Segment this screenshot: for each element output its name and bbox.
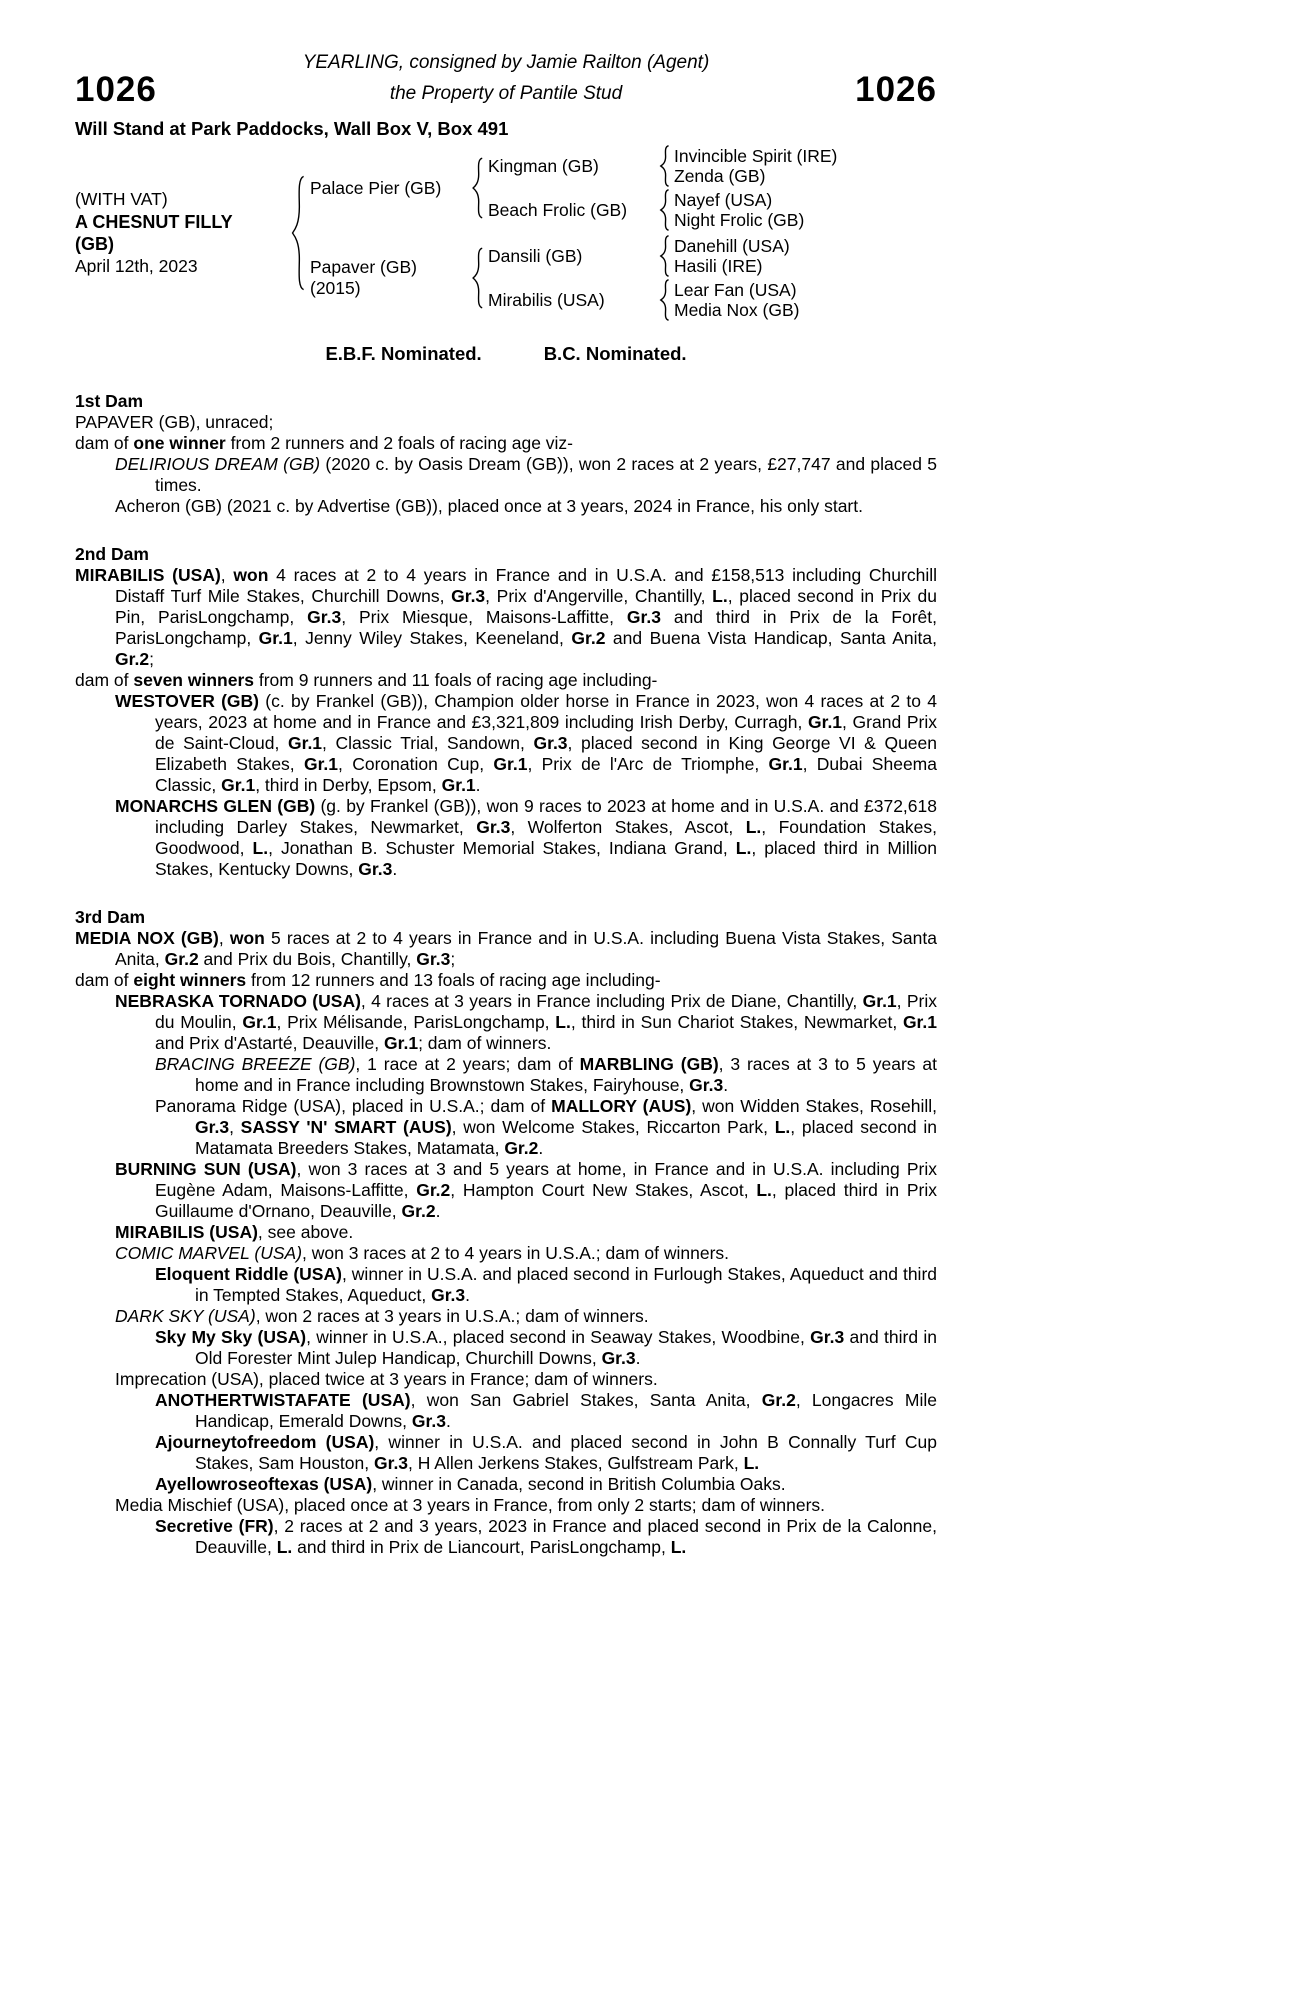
text-segment: , Hampton Court New Stakes, Ascot, <box>450 1180 757 1200</box>
brace-icon <box>656 235 674 277</box>
text-segment: 5 races at 2 to 4 years in France and in U.S.A. including Buena Vista Stakes, Santa Anita, <box>115 928 937 969</box>
catalogue-paragraph <box>155 1474 937 1495</box>
stand-line: Will Stand at Park Paddocks, Wall Box V, Box 491 <box>75 118 509 139</box>
dam-name <box>310 257 468 299</box>
text-segment: . <box>538 1138 544 1158</box>
catalogue-paragraph <box>75 433 937 454</box>
text-segment: ANOTHERTWISTAFATE (USA) <box>155 1390 411 1410</box>
sire-name: Palace Pier (GB) <box>310 177 442 198</box>
great-grandparent-name: Danehill (USA) <box>674 236 790 256</box>
text-segment: NEBRASKA TORNADO (USA) <box>115 991 361 1011</box>
text-segment: from 12 runners and 13 foals of racing age including- <box>246 970 661 990</box>
bc-nominated: B.C. Nominated. <box>543 343 687 364</box>
grandparent-name: Beach Frolic (GB) <box>488 199 628 220</box>
text-segment: COMIC MARVEL (USA) <box>115 1243 303 1263</box>
text-segment: Gr.1 <box>862 991 897 1011</box>
text-segment: Gr.3 <box>195 1117 230 1137</box>
brace-icon <box>468 157 488 219</box>
text-segment: ; dam of winners. <box>418 1033 552 1053</box>
text-segment: MIRABILIS (USA) <box>115 1222 258 1242</box>
text-segment: and Prix du Bois, Chantilly, <box>198 949 417 969</box>
text-segment: Gr.2 <box>571 628 606 648</box>
text-segment: 4 races at 2 to 4 years in France and in U.S.A. and £158,513 including Churchill Distaff Turf Mile Stakes, Churchill Downs, <box>115 565 937 606</box>
text-segment: Gr.3 <box>626 607 661 627</box>
text-segment: , Prix Miesque, Maisons-Laffitte, <box>341 607 627 627</box>
text-segment: Gr.3 <box>411 1411 446 1431</box>
text-segment: Gr.2 <box>115 649 150 669</box>
catalogue-paragraph <box>115 496 937 517</box>
catalogue-paragraph <box>115 454 937 496</box>
text-segment: , Foundation Stakes, Goodwood, <box>155 817 937 858</box>
text-segment: won <box>233 565 269 585</box>
text-segment: and third in Prix de la Forêt, ParisLongchamp, <box>115 607 937 648</box>
catalogue-paragraph <box>75 670 937 691</box>
lot-number-left: 1026 <box>75 70 157 109</box>
text-segment: Gr.2 <box>416 1180 451 1200</box>
text-segment: Gr.1 <box>242 1012 277 1032</box>
brace-icon <box>656 189 674 231</box>
great-grandparent-name: Media Nox (GB) <box>674 300 800 320</box>
text-segment: , H Allen Jerkens Stakes, Gulfstream Park, <box>408 1453 744 1473</box>
text-segment: one winner <box>133 433 226 453</box>
text-segment: , Classic Trial, Sandown, <box>322 733 534 753</box>
text-segment: seven winners <box>133 670 254 690</box>
text-segment: Gr.1 <box>303 754 339 774</box>
text-segment: Gr.2 <box>401 1201 436 1221</box>
grandparent-name: Dansili (GB) <box>488 245 583 266</box>
text-segment: Acheron (GB) (2021 c. by Advertise (GB)), placed once at 3 years, 2024 in France, his only start. <box>115 496 863 516</box>
text-segment: , winner in Canada, second in British Columbia Oaks. <box>372 1474 786 1494</box>
text-segment: , winner in U.S.A., placed second in Seaway Stakes, Woodbine, <box>306 1327 811 1347</box>
grandsire-block <box>488 145 882 187</box>
text-segment: Gr.1 <box>807 712 843 732</box>
text-segment: Ajourneytofreedom (USA) <box>155 1432 375 1452</box>
text-segment: , placed second in King George VI & Queen Elizabeth Stakes, <box>155 733 937 774</box>
text-segment: , won San Gabriel Stakes, Santa Anita, <box>410 1390 762 1410</box>
text-segment: BRACING BREEZE (GB) <box>155 1054 356 1074</box>
text-segment: , Prix de l'Arc de Triomphe, <box>527 754 769 774</box>
text-segment: from 9 runners and 11 foals of racing age including- <box>254 670 658 690</box>
text-segment: , <box>220 565 234 585</box>
text-segment: MIRABILIS (USA) <box>75 565 221 585</box>
text-segment: dam of <box>75 970 134 990</box>
catalogue-paragraph <box>115 991 937 1054</box>
text-segment: Gr.1 <box>221 775 256 795</box>
grandsire-block <box>488 235 882 277</box>
text-segment: Gr.3 <box>601 1348 636 1368</box>
text-segment: Imprecation (USA), placed twice at 3 years in France; dam of winners. <box>115 1369 658 1389</box>
text-segment: , <box>218 928 230 948</box>
text-segment: DARK SKY (USA) <box>115 1306 256 1326</box>
brace-icon <box>656 145 674 187</box>
text-segment: MEDIA NOX (GB) <box>75 928 219 948</box>
great-grandparent-name: Night Frolic (GB) <box>674 210 805 230</box>
text-segment: , placed second in Matamata Breeders Stakes, Matamata, <box>195 1117 937 1158</box>
text-segment: ; <box>450 949 456 969</box>
text-segment: eight winners <box>133 970 247 990</box>
ebf-nominated: E.B.F. Nominated. <box>325 343 482 364</box>
text-segment: , Jenny Wiley Stakes, Keeneland, <box>292 628 572 648</box>
text-segment: , winner in U.S.A. and placed second in Furlough Stakes, Aqueduct and third in Tempted Stakes, Aqueduct, <box>195 1264 938 1305</box>
catalogue-paragraph <box>155 1516 937 1558</box>
text-segment: , third in Sun Chariot Stakes, Newmarket, <box>570 1012 903 1032</box>
pedigree-tree <box>75 145 937 321</box>
text-segment: (g. by Frankel (GB)), won 9 races to 2023 at home and in U.S.A. and £372,618 including Darley Stakes, Newmarket, <box>155 796 937 837</box>
text-segment: and third in Prix de Liancourt, ParisLongchamp, <box>292 1537 671 1557</box>
text-segment: Ayellowroseoftexas (USA) <box>155 1474 373 1494</box>
text-segment: , <box>229 1117 241 1137</box>
text-segment: and Buena Vista Handicap, Santa Anita, <box>605 628 937 648</box>
text-segment: from 2 runners and 2 foals of racing age viz- <box>225 433 574 453</box>
catalogue-paragraph <box>75 412 937 433</box>
great-grandparent-name: Hasili (IRE) <box>674 256 763 276</box>
foaling-date: April 12th, 2023 <box>75 256 198 276</box>
section-heading: 3rd Dam <box>75 907 146 927</box>
brace-icon <box>656 279 674 321</box>
text-segment: Gr.3 <box>373 1453 409 1473</box>
great-grandparent-name: Lear Fan (USA) <box>674 280 797 300</box>
text-segment: , Coronation Cup, <box>338 754 494 774</box>
catalogue-paragraph <box>155 1054 937 1096</box>
text-segment: . <box>445 1411 451 1431</box>
catalogue-paragraph <box>155 1432 937 1474</box>
text-segment: Gr.2 <box>504 1138 539 1158</box>
catalogue-paragraph <box>75 928 937 970</box>
text-segment: BURNING SUN (USA) <box>115 1159 297 1179</box>
text-segment: L. <box>743 1453 760 1473</box>
catalogue-paragraph <box>115 1222 937 1243</box>
sire-block <box>310 145 937 231</box>
catalogue-paragraph <box>155 1096 937 1159</box>
catalogue-paragraph <box>115 1306 937 1327</box>
text-segment: Gr.1 <box>287 733 323 753</box>
catalogue-paragraph <box>115 1369 937 1390</box>
text-segment: Gr.2 <box>164 949 199 969</box>
text-segment: Gr.3 <box>431 1285 466 1305</box>
text-segment: , Grand Prix de Saint-Cloud, <box>155 712 937 753</box>
nominations-line <box>75 343 937 364</box>
great-grandparent-name: Zenda (GB) <box>674 166 766 186</box>
text-segment: L. <box>670 1537 687 1557</box>
text-segment: , Prix du Moulin, <box>155 991 937 1032</box>
text-segment: Gr.1 <box>258 628 293 648</box>
grandparent-name: Kingman (GB) <box>488 155 599 176</box>
text-segment: L. <box>745 817 762 837</box>
text-segment: , third in Derby, Epsom, <box>255 775 442 795</box>
text-segment: PAPAVER (GB), unraced; <box>75 412 274 432</box>
text-segment: and Prix d'Astarté, Deauville, <box>155 1033 385 1053</box>
great-grandparent-name: Invincible Spirit (IRE) <box>674 146 838 166</box>
text-segment: , Prix Mélisande, ParisLongchamp, <box>276 1012 556 1032</box>
text-segment: Secretive (FR) <box>155 1516 274 1536</box>
text-segment: L. <box>252 838 269 858</box>
text-segment: Media Mischief (USA), placed once at 3 years in France, from only 2 starts; dam of winners. <box>115 1495 826 1515</box>
brace-icon <box>468 247 488 309</box>
pedigree-generation-1 <box>310 145 937 321</box>
catalogue-paragraph <box>115 691 937 796</box>
grandparent-name: Mirabilis (USA) <box>488 289 605 310</box>
catalogue-paragraph <box>115 1495 937 1516</box>
catalogue-paragraph <box>115 1243 937 1264</box>
text-segment: Gr.3 <box>689 1075 724 1095</box>
text-segment: , see above. <box>257 1222 354 1242</box>
text-segment: Gr.3 <box>451 586 486 606</box>
granddam-block <box>488 189 882 231</box>
dam-name-line: Papaver (GB) <box>310 257 417 277</box>
text-segment: , 3 races at 3 to 5 years at home and in France including Brownstown Stakes, Fairyhouse, <box>195 1054 937 1095</box>
text-segment: , placed third in Prix Guillaume d'Ornano, Deauville, <box>155 1180 938 1221</box>
header-center <box>157 52 855 105</box>
text-segment: , winner in U.S.A. and placed second in John B Connally Turf Cup Stakes, Sam Houston, <box>195 1432 938 1473</box>
consignor-line: YEARLING, consigned by Jamie Railton (Agent) <box>302 52 710 73</box>
text-segment: Gr.3 <box>416 949 451 969</box>
text-segment: . <box>465 1285 471 1305</box>
text-segment: , placed second in Prix du Pin, ParisLongchamp, <box>115 586 937 627</box>
text-segment: Sky My Sky (USA) <box>155 1327 307 1347</box>
horse-name: A CHESNUT FILLY (GB) <box>75 212 233 254</box>
text-segment: Gr.1 <box>902 1012 937 1032</box>
text-segment: Gr.1 <box>493 754 528 774</box>
text-segment: , Wolferton Stakes, Ascot, <box>510 817 746 837</box>
text-segment: L. <box>712 586 728 606</box>
catalogue-page <box>75 0 937 1558</box>
text-segment: . <box>475 775 481 795</box>
text-segment: Gr.1 <box>441 775 476 795</box>
dam-block <box>310 235 937 321</box>
text-segment: DELIRIOUS DREAM (GB) <box>115 454 321 474</box>
text-segment: , won 3 races at 3 and 5 years at home, in France and in U.S.A. including Prix Eugène Adam, Maisons-Laffitte, <box>155 1159 937 1200</box>
text-segment: , won 2 races at 3 years in U.S.A.; dam of winners. <box>255 1306 649 1326</box>
granddam-block <box>488 279 882 321</box>
great-grandparent-name: Nayef (USA) <box>674 190 773 210</box>
text-segment: . <box>435 1201 441 1221</box>
text-segment: SASSY 'N' SMART (AUS) <box>240 1117 452 1137</box>
text-segment: , Dubai Sheema Classic, <box>155 754 937 795</box>
text-segment: , placed third in Million Stakes, Kentucky Downs, <box>155 838 938 879</box>
lot-row <box>75 52 937 109</box>
catalogue-paragraph <box>155 1264 937 1306</box>
text-segment: L. <box>774 1117 791 1137</box>
catalogue-paragraph <box>155 1327 937 1369</box>
vat-note: (WITH VAT) <box>75 189 168 209</box>
text-segment: dam of <box>75 670 134 690</box>
text-segment: , won 3 races at 2 to 4 years in U.S.A.; dam of winners. <box>302 1243 730 1263</box>
text-segment: MARBLING (GB) <box>579 1054 719 1074</box>
text-segment: dam of <box>75 433 134 453</box>
dam-year: (2015) <box>310 278 361 298</box>
text-segment: . <box>635 1348 641 1368</box>
catalogue-paragraph <box>115 796 937 880</box>
text-segment: Gr.3 <box>307 607 342 627</box>
text-segment: , 1 race at 2 years; dam of <box>355 1054 580 1074</box>
text-segment: L. <box>555 1012 571 1032</box>
text-segment: , 2 races at 2 and 3 years, 2023 in France and placed second in Prix de la Calonne, Deauville, <box>195 1516 937 1557</box>
page-header <box>75 52 937 139</box>
text-segment: L. <box>276 1537 293 1557</box>
catalogue-paragraph <box>115 1159 937 1222</box>
text-segment: Gr.3 <box>476 817 511 837</box>
text-segment: WESTOVER (GB) <box>115 691 260 711</box>
dam-sections <box>75 391 937 1558</box>
text-segment: won <box>229 928 265 948</box>
lot-number-right: 1026 <box>855 70 937 109</box>
text-segment: , 4 races at 3 years in France including Prix de Diane, Chantilly, <box>360 991 863 1011</box>
text-segment: Gr.2 <box>761 1390 796 1410</box>
text-segment: (c. by Frankel (GB)), Champion older horse in France in 2023, won 4 races at 2 to 4 years, 2023 at home and in France and £3,321,809 including Irish Derby, Curragh, <box>155 691 937 732</box>
section-heading: 2nd Dam <box>75 544 149 564</box>
text-segment: Gr.3 <box>358 859 393 879</box>
property-line: the Property of Pantile Stud <box>389 83 623 104</box>
catalogue-paragraph <box>75 565 937 670</box>
brace-icon <box>287 174 310 292</box>
text-segment: , Jonathan B. Schuster Memorial Stakes, Indiana Grand, <box>268 838 736 858</box>
text-segment: (2020 c. by Oasis Dream (GB)), won 2 races at 2 years, £27,747 and placed 5 times. <box>155 454 937 495</box>
text-segment: L. <box>735 838 752 858</box>
pedigree-subject <box>75 188 287 278</box>
text-segment: Eloquent Riddle (USA) <box>155 1264 342 1284</box>
text-segment: Gr.1 <box>768 754 803 774</box>
section-heading: 1st Dam <box>75 391 144 411</box>
text-segment: MONARCHS GLEN (GB) <box>115 796 316 816</box>
text-segment: Gr.3 <box>810 1327 845 1347</box>
text-segment: L. <box>756 1180 772 1200</box>
catalogue-paragraph <box>75 970 937 991</box>
text-segment: , won Welcome Stakes, Riccarton Park, <box>451 1117 775 1137</box>
text-segment: , Prix d'Angerville, Chantilly, <box>485 586 713 606</box>
text-segment: MALLORY (AUS) <box>551 1096 692 1116</box>
text-segment: ; <box>149 649 154 669</box>
text-segment: . <box>392 859 398 879</box>
text-segment: Gr.3 <box>533 733 568 753</box>
catalogue-paragraph <box>155 1390 937 1432</box>
text-segment: , Longacres Mile Handicap, Emerald Downs, <box>195 1390 937 1431</box>
text-segment: . <box>723 1075 729 1095</box>
text-segment: , won Widden Stakes, Rosehill, <box>691 1096 937 1116</box>
text-segment: Gr.1 <box>384 1033 419 1053</box>
text-segment: Panorama Ridge (USA), placed in U.S.A.; dam of <box>155 1096 552 1116</box>
text-segment: and third in Old Forester Mint Julep Handicap, Churchill Downs, <box>195 1327 937 1368</box>
